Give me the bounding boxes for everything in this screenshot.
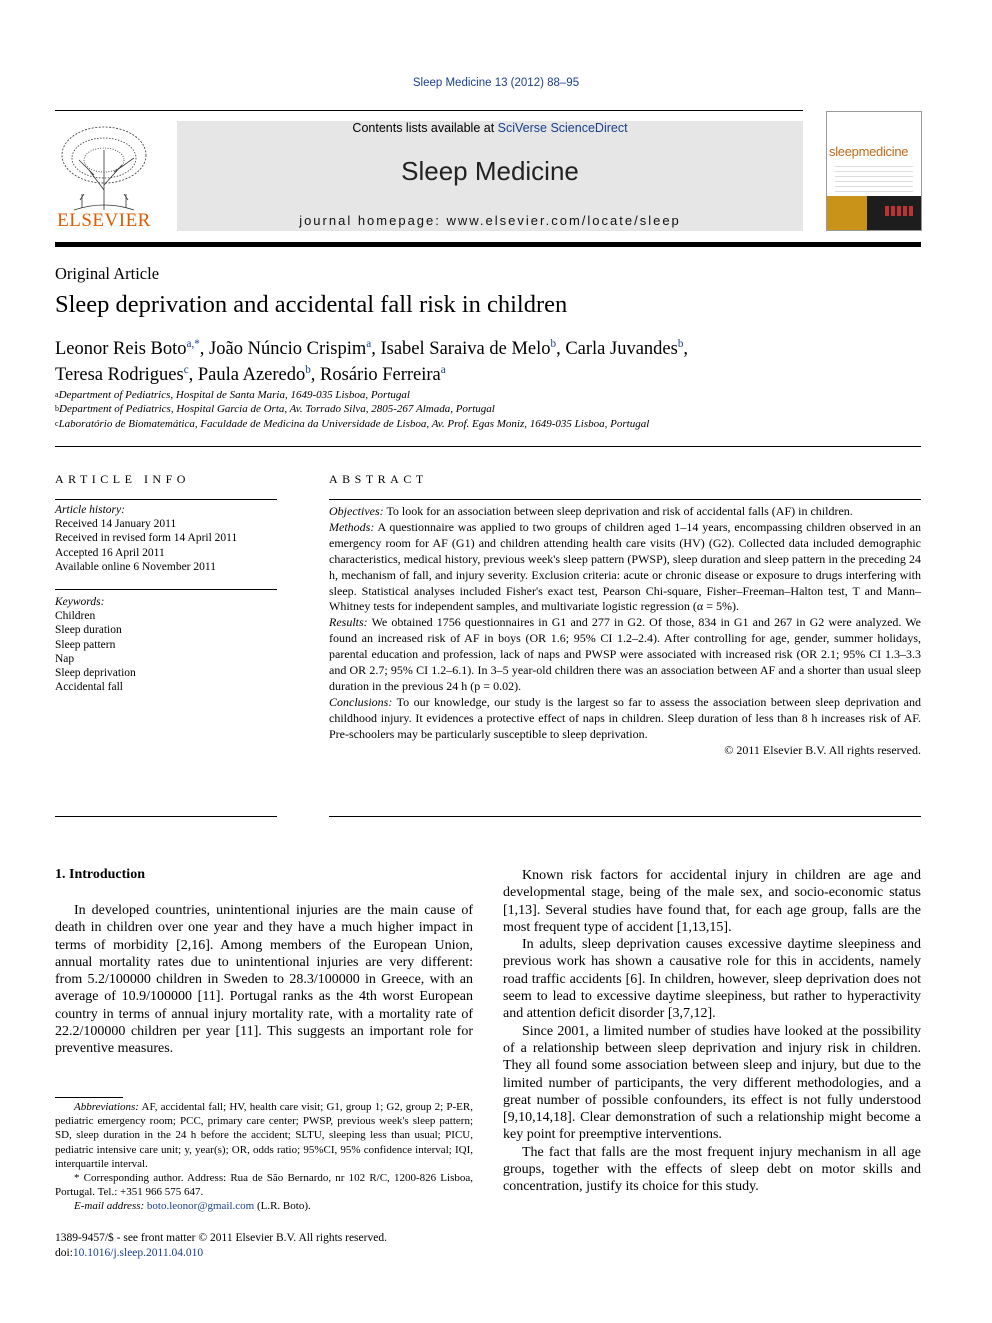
conclusions-text: To our knowledge, our study is the largest so far to assess the association between sleep deprivation and childhood injury. It evidences a protective effect of naps in children. Sleep duration of less than 8 h increases risk of AF. Pre-schoolers may be particularly susceptible to sleep deprivation. [329,694,921,741]
history-item: Received 14 January 2011 [55,518,177,531]
author-name[interactable]: Leonor Reis Boto [55,339,187,360]
author-separator: , [683,339,689,360]
affiliation-text: Department of Pediatrics, Hospital de Santa Maria, 1649-035 Lisboa, Portugal [58,389,410,401]
journal-cover-thumbnail [826,111,922,231]
keyword-item: Accidental fall [55,681,124,694]
journal-reference[interactable]: Sleep Medicine 13 (2012) 88–95 [412,77,580,89]
abbreviations-text: AF, accidental fall; HV, health care visit; G1, group 1; G2, group 2; P-ER, pediatric emergency room; PCC, primary care center; PWSP, previous week's sleep pattern; SD, sleep duration in the 24 h before the accident; SLTU, sleeping less than usual; PICU, pediatric intensive care unit; y, year(s); OR, odds ratio; 95%CI, 95% confidence interval; IQI, interquartile interval. [55,1101,473,1170]
author-name[interactable]: João Núncio Crispim [209,339,367,360]
author-name[interactable]: Teresa Rodrigues [55,365,184,386]
header-rule [55,110,803,111]
methods-label: Methods: [329,519,375,534]
keywords-block [55,595,277,694]
abstract-body [329,504,921,759]
affiliation-label: a [55,390,59,399]
cover-title: sleepmedicine [829,144,909,159]
article-title: Sleep deprivation and accidental fall risk in children [55,291,568,318]
objectives-text: To look for an association between sleep deprivation and risk of accidental falls (AF) in children. [386,504,853,518]
affiliations [55,388,921,431]
affiliation-label: b [55,404,59,414]
contents-prefix: Contents lists available at [352,121,498,135]
results-label: Results: [329,615,368,630]
keywords-list [55,609,277,694]
history-label: Article history: [55,504,125,516]
abstract-heading: ABSTRACT [329,472,428,486]
cover-image-band [827,196,921,230]
author-affiliation-mark[interactable]: a,* [186,338,200,350]
author-separator: , [371,339,381,360]
intro-paragraph: In adults, sleep deprivation causes excessive daytime sleepiness and previous work has shown a causative role for this in accidents, namely road traffic accidents [6]. In children, however, sleep deprivation does not seem to lead to excessive daytime sleepiness, but rather to hyperactivity and attention deficit disorder [3,7,12]. [503,937,921,1022]
article-info-heading: ARTICLE INFO [55,472,190,486]
affiliation-label: c [55,418,59,428]
cover-text-lines [835,166,913,196]
info-bottom-rule [55,816,277,817]
affiliation-item [55,388,921,402]
keyword-item: Sleep deprivation [55,667,136,680]
author-name[interactable]: Paula Azeredo [197,365,306,386]
history-list [55,517,277,574]
author-name[interactable]: Carla Juvandes [565,339,678,360]
abstract-bottom-rule [329,816,921,817]
author-name[interactable]: Rosário Ferreira [320,365,441,386]
history-item: Available online 6 November 2011 [55,560,216,573]
contents-line [177,121,803,135]
author-affiliation-mark[interactable]: c [183,364,189,377]
publication-info [55,1231,387,1260]
sciencedirect-link[interactable]: SciVerse ScienceDirect [497,121,628,135]
section-rule [55,446,921,447]
author-separator: , [199,339,210,360]
intro-right-column [503,867,921,1196]
abstract-copyright: © 2011 Elsevier B.V. All rights reserved. [724,742,921,757]
keyword-item: Sleep pattern [55,638,116,651]
results-text: We obtained 1756 questionnaires in G1 and 277 in G2. Of those, 834 in G1 and 267 in G2 were analyzed. We found an increased risk of AF in boys (OR 1.6; 95% CI 1.2–2.4). After controlling for age, gender, summer holidays, parental education and profession, lack of naps and PWSP were associated with increased risk (OR 2.1; 95% CI 1.3–3.3 and OR 2.7; 95% CI 1.2–6.1). In 3–5 year-old children there was an association between AF and a shorter than usual sleep duration in the previous 24 h (p = 0.02). [329,615,921,693]
keyword-item: Sleep duration [55,624,122,637]
author-separator: , [188,365,198,386]
header-thick-rule [55,242,921,247]
author-line-2 [55,360,921,386]
author-name[interactable]: Isabel Saraiva de Melo [380,339,551,360]
affiliation-text: Department of Pediatrics, Hospital Garcia de Orta, Av. Torrado Silva, 2805-267 Almada, Portugal [59,403,495,416]
footnotes [55,1100,473,1214]
author-affiliation-mark[interactable]: a [366,338,372,350]
author-affiliation-mark[interactable]: b [550,338,557,350]
abbreviations-label: Abbreviations: [74,1101,139,1113]
article-type: Original Article [55,264,160,283]
affiliation-text: Laboratório de Biomatemática, Faculdade de Medicina da Universidade de Lisboa, Av. Prof. Egas Moniz, 1649-035 Lisboa, Portugal [58,417,650,430]
doi-link[interactable]: 10.1016/j.sleep.2011.04.010 [72,1246,204,1259]
keyword-item: Nap [55,652,75,665]
author-affiliation-mark[interactable]: b [677,338,684,350]
article-history [55,503,277,574]
footnote-rule [55,1097,123,1098]
doi-prefix: doi: [55,1246,73,1259]
conclusions-label: Conclusions: [329,694,393,709]
keyword-item: Children [55,610,96,623]
author-line-1 [55,334,921,360]
methods-text: A questionnaire was applied to two groups of children aged 1–14 years, encompassing children observed in an emergency room for AF (G1) and children attending health care visits (HV) (G2). Collected data included demographic characteristics, medical history, previous week's sleep pattern (PWSP), sleep duration and sleep pattern in the preceding 24 h, mechanism of fall, and injury severity. Exclusion criteria: acute or chronic disease or exposure to drugs interfering with sleep. Statistical analyses included Fisher's exact test, Pearson Chi-square, Fisher–Freeman–Halton test, T and Mann–Whitney tests for independent samples, and multivariate logistic regression (α = 5%). [329,519,921,614]
journal-name: Sleep Medicine [401,156,579,186]
objectives-label: Objectives: [329,504,384,518]
intro-paragraph: Since 2001, a limited number of studies have looked at the possibility of a relationship between sleep deprivation and injury risk in children. They all found some association between sleep and injury, but due to the limited number of participants, the very different methodologies, and a great number of possible confounders, its effect is not fully understood [9,10,14,18]. Clear demonstration of such a relationship might become a key point for preemptive interventions. [503,1023,921,1143]
email-link[interactable]: boto.leonor@gmail.com [146,1200,255,1213]
introduction-heading: 1. Introduction [55,867,145,882]
author-affiliation-mark[interactable]: a [440,364,446,377]
journal-homepage[interactable]: journal homepage: www.elsevier.com/locate/sleep [299,213,681,228]
history-item: Received in revised form 14 April 2011 [55,532,238,545]
author-affiliation-mark[interactable]: b [305,364,311,377]
intro-paragraph: The fact that falls are the most frequent injury mechanism in all age groups, together with the effects of sleep debt on motor skills and concentration, justify its choice for this study. [503,1144,921,1195]
email-label: E-mail address: [74,1200,145,1213]
abstract-rule [329,499,921,500]
history-item: Accepted 16 April 2011 [55,546,165,559]
corresponding-author: * Corresponding author. Address: Rua de São Bernardo, nr 102 R/C, 1200-826 Lisboa, Portugal. Tel.: +351 966 575 647. [55,1172,473,1199]
issn-line: 1389-9457/$ - see front matter © 2011 Elsevier B.V. All rights reserved. [55,1232,387,1244]
article-info-rule [55,499,277,500]
author-separator: , [556,339,566,360]
affiliation-item [55,417,921,431]
intro-paragraph: Known risk factors for accidental injury in children are age and developmental stage, being of the male sex, and socio-economic status [1,13]. Several studies have found that, for each age group, falls are the most frequent type of accident [1,13,15]. [503,868,921,935]
intro-left-column [55,902,473,1058]
affiliation-item [55,402,921,416]
email-suffix: (L.R. Boto). [254,1200,311,1213]
intro-paragraph-1: In developed countries, unintentional injuries are the main cause of death in children over one year and they have a much higher impact in terms of morbidity [2,16]. Among members of the European Union, annual mortality rates due to unintentional injuries are very different: from 5.2/100000 children in Sweden to 28.3/100000 in Greece, with an average of 10.9/100000 [11]. Portugal ranks as the 4th worst European country in terms of annual injury mortality rate, with a mortality rate of 22.2/100000 children per year [11]. This suggests an important role for preventive measures. [55,903,473,1057]
keywords-rule [55,589,277,590]
keywords-label: Keywords: [55,596,105,608]
author-separator: , [310,365,321,386]
author-list [55,334,921,386]
elsevier-wordmark: ELSEVIER [57,210,151,231]
